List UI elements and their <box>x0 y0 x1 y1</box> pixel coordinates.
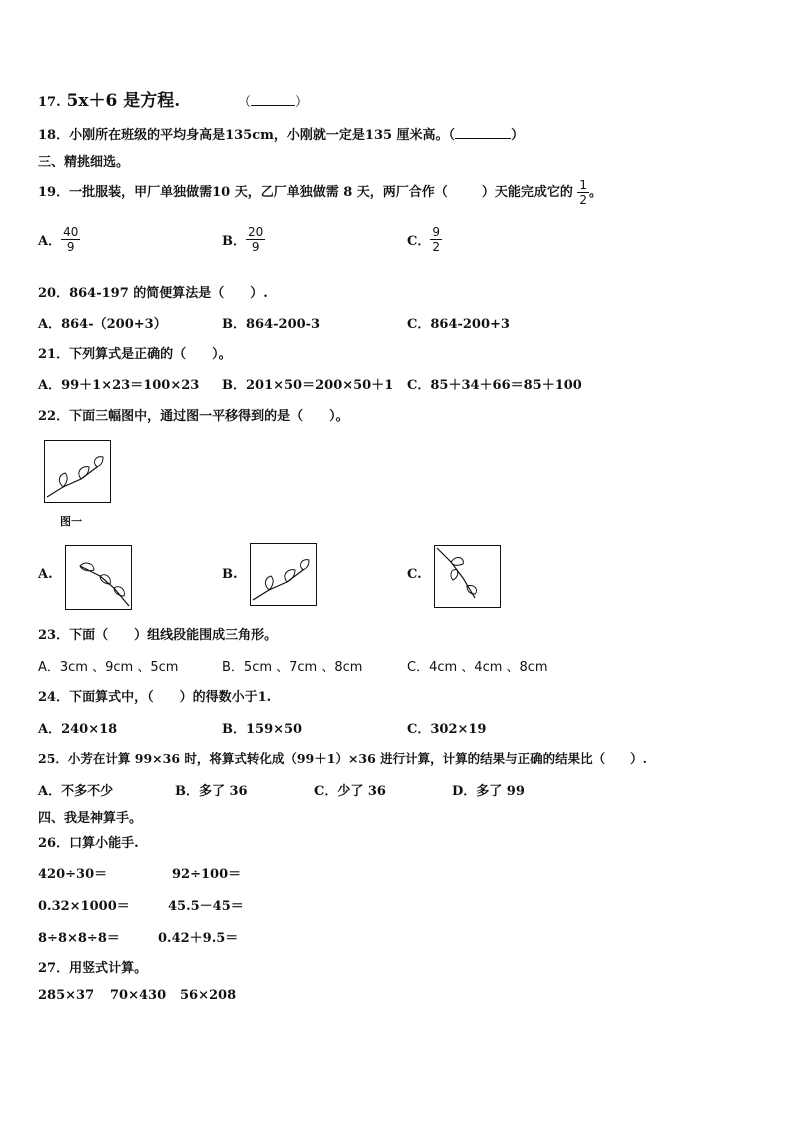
q19-option-b[interactable]: B． $\frac{20}{9}$ <box>222 225 264 254</box>
q21-option-c[interactable]: C．85＋34＋66＝85＋100 <box>407 378 582 393</box>
q17-paren-close: ） <box>295 95 309 110</box>
q24-option-b[interactable]: B．159×50 <box>222 722 303 737</box>
q19-text-a: 19．一批服装，甲厂单独做需10 天，乙厂单独做需 8 天，两厂合作（ <box>38 185 448 200</box>
q27-item: 56×208 <box>180 988 237 1003</box>
q17-statement: 5x＋6 是方程. <box>66 91 181 111</box>
q26-item: 0.32×1000＝ <box>38 899 130 914</box>
q19-option-c[interactable]: C． $\frac{9}{2}$ <box>407 225 440 254</box>
question-27: 27．用竖式计算。 <box>38 961 148 976</box>
q18-paren-close: ） <box>511 128 525 143</box>
question-24: 24．下面算式中，（ ）的得数小于1. <box>38 690 272 705</box>
question-21: 21．下列算式是正确的（ ）。 <box>38 347 232 362</box>
q20-option-a[interactable]: A．864-（200+3） <box>38 317 167 332</box>
question-22: 22．下面三幅图中，通过图一平移得到的是（ ）。 <box>38 409 349 424</box>
question-23: 23．下面（ ）组线段能围成三角形。 <box>38 628 278 643</box>
figure-1-caption: 图一 <box>60 515 82 528</box>
q26-item: 420÷30＝ <box>38 867 108 882</box>
q23-option-b[interactable]: B．5cm 、7cm 、8cm <box>222 660 363 675</box>
q22-option-a[interactable]: A. <box>38 567 53 582</box>
q26-item: 8÷8×8÷8＝ <box>38 931 120 946</box>
q22-option-c[interactable]: C. <box>407 567 422 582</box>
q23-option-c[interactable]: C．4cm 、4cm 、8cm <box>407 660 548 675</box>
question-25: 25．小芳在计算 99×36 时，将算式转化成（99＋1）×36 进行计算，计算的结果与正确的结果比（ ）. <box>38 751 648 766</box>
q21-option-b[interactable]: B．201×50＝200×50＋1 <box>222 378 394 393</box>
q26-item: 45.5－45＝ <box>168 899 244 914</box>
q18-text: 18．小刚所在班级的平均身高是135cm，小刚就一定是135 厘米高。（ <box>38 128 456 143</box>
q22-option-a-figure <box>65 545 132 610</box>
q17-number: 17. <box>38 95 61 110</box>
q17-answer-blank[interactable] <box>251 105 295 106</box>
q25-option-d[interactable]: D．多了 99 <box>452 784 525 799</box>
q27-item: 70×430 <box>110 988 167 1003</box>
q17-paren-open: （ <box>238 95 252 110</box>
question-26: 26．口算小能手. <box>38 836 139 851</box>
q25-option-a[interactable]: A．不多不少 <box>38 784 114 799</box>
section-4-heading: 四、我是神算手。 <box>38 811 143 826</box>
q22-option-b-figure <box>250 543 317 606</box>
q26-item: 92÷100＝ <box>172 867 242 882</box>
q24-option-c[interactable]: C．302×19 <box>407 722 487 737</box>
q26-item: 0.42＋9.5＝ <box>158 931 239 946</box>
q24-option-a[interactable]: A．240×18 <box>38 722 118 737</box>
q19-text-b: ）天能完成它的 <box>481 185 573 200</box>
question-20: 20．864-197 的简便算法是（ ）. <box>38 286 268 301</box>
q25-option-b[interactable]: B．多了 36 <box>175 784 248 799</box>
q20-option-b[interactable]: B．864-200-3 <box>222 317 321 332</box>
q18-answer-blank[interactable] <box>455 138 511 139</box>
q22-option-b[interactable]: B. <box>222 567 238 582</box>
q19-option-a[interactable]: A． $\frac{40}{9}$ <box>38 225 79 254</box>
q21-option-a[interactable]: A．99＋1×23＝100×23 <box>38 378 200 393</box>
question-17 <box>38 86 308 111</box>
q27-item: 285×37 <box>38 988 95 1003</box>
q23-option-a[interactable]: A．3cm 、9cm 、5cm <box>38 660 179 675</box>
q22-option-c-figure <box>434 545 501 608</box>
question-19: 19．一批服装，甲厂单独做需10 天，乙厂单独做需 8 天，两厂合作（ ）天能完成它的 $\frac{1}{2}$ 。 <box>38 178 603 207</box>
section-3-heading: 三、精挑细选。 <box>38 155 130 170</box>
q25-option-c[interactable]: C．少了 36 <box>314 784 386 799</box>
q20-option-c[interactable]: C．864-200+3 <box>407 317 510 332</box>
figure-1-leaf-branch <box>44 440 111 503</box>
q19-fraction: $\frac{1}{2}$ <box>579 178 587 207</box>
question-18 <box>38 124 524 143</box>
